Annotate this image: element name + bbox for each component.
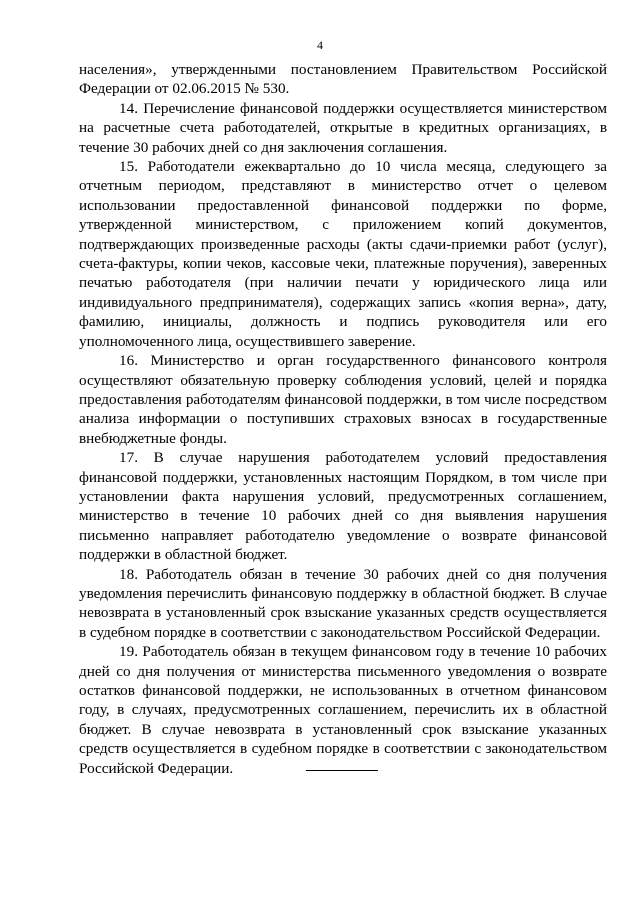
paragraph-15: 15. Работодатели ежеквартально до 10 числа месяца, следующего за отчетным периодом, представляют в министерство отчет о целевом использовании предоставленной финансовой поддержки по форме, утвержденной министерством, с приложением копий документов, подтверждающих произведенные расходы (акты сдачи-приемки работ (услуг), счета-фактуры, копии чеков, кассовые чеки, платежные поручения), заверенных печатью работодателя (при наличии печати у юридического лица или индивидуального предпринимателя), содержащих запись «копия верна», дату, фамилию, инициалы, должность и подпись руководителя или его уполномоченного лица, осуществившего заверение. [79,158,607,350]
document-body [79,60,607,778]
paragraph-18: 18. Работодатель обязан в течение 30 рабочих дней со дня получения уведомления перечислить финансовую поддержку в областной бюджет. В случае невозврата в установленный срок взыскание указанных средств осуществляется в судебном порядке в соответствии с законодательством Российской Федерации. [79,565,607,641]
paragraph-continuation: населения», утвержденными постановлением Правительством Российской Федерации от 02.06.2015 № 530. [79,61,607,98]
page-number: 4 [317,38,323,52]
end-divider [306,770,378,771]
paragraph-14: 14. Перечисление финансовой поддержки осуществляется министерством на расчетные счета работодателей, открытые в кредитных организациях, в течение 30 рабочих дней со дня заключения соглашения. [79,99,607,156]
paragraph-16: 16. Министерство и орган государственного финансового контроля осуществляют обязательную проверку соблюдения условий, целей и порядка предоставления работодателям финансовой поддержки, в том числе посредством анализа информации о поступивших страховых взносах в государственные внебюджетные фонды. [79,352,607,447]
paragraph-19: 19. Работодатель обязан в текущем финансовом году в течение 10 рабочих дней со дня получения от министерства письменного уведомления о возврате остатков финансовой поддержки, не использованных в отчетном финансовом году, в случаях, предусмотренных соглашением, перечислить их в областной бюджет. В случае невозврата в установленный срок взыскание указанных средств осуществляется в судебном порядке в соответствии с законодательством Российской Федерации. [79,643,607,777]
paragraph-17: 17. В случае нарушения работодателем условий предоставления финансовой поддержки, установленных настоящим Порядком, в том числе при установлении факта нарушения условий, предусмотренных соглашением, министерство в течение 10 рабочих дней со дня выявления нарушения письменно направляет работодателю уведомление о возврате финансовой поддержки в областной бюджет. [79,449,607,564]
